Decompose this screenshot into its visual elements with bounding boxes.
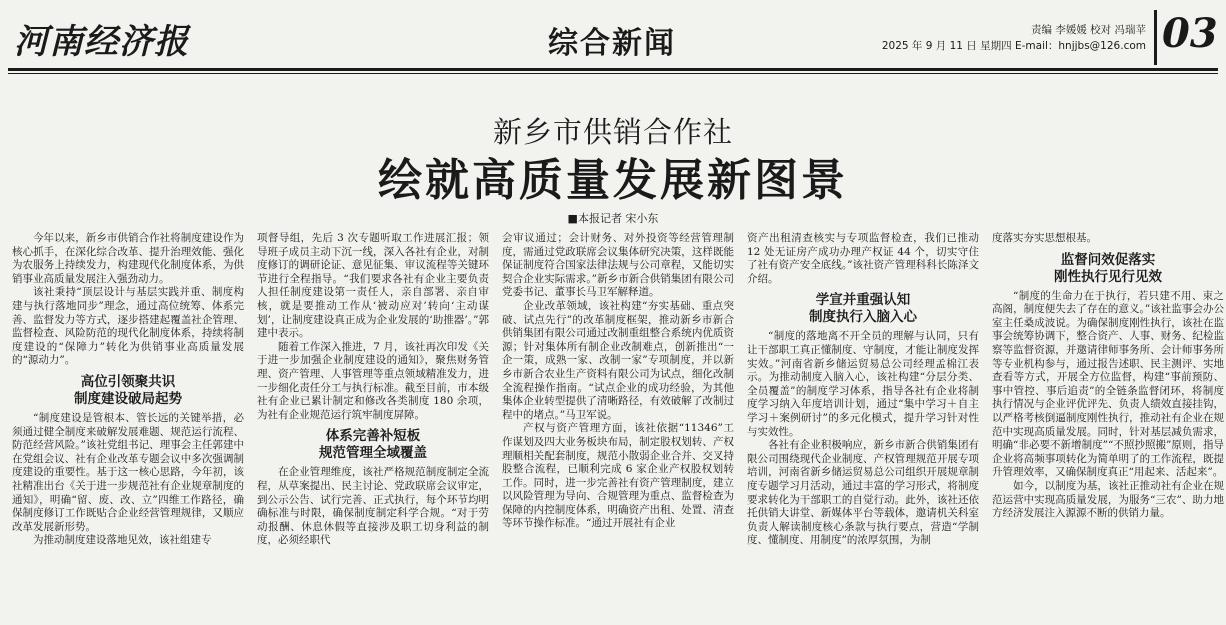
subheading-line: 学宣并重强认知 xyxy=(815,292,911,309)
article-headline: 绘就高质量发展新图景 xyxy=(378,155,848,206)
masthead xyxy=(0,0,1226,70)
paragraph: 为推动制度建设落地见效，该社组建专 xyxy=(33,534,212,547)
editors-line: 责编 李媛媛 校对 冯瑞苹 xyxy=(1030,24,1146,36)
article-kicker: 新乡市供销合作社 xyxy=(492,115,733,149)
issue-meta xyxy=(882,22,1146,54)
page-number: 03 xyxy=(1162,10,1218,57)
paragraph: “制度的生命力在于执行，若只建不用、束之高阁，制度便失去了存在的意义。”该社监事会办公室主任桑成波说。为确保制度刚性执行，该社在监事会统筹协调下，整合资产、人事、财务、纪检监察等监督资源，并邀请律师事务所、会计师事务所等专业机构参与，通过报告述职、民主测评、实地查看等方式，开展全方位监督，构建“事前预防、事中管控、事后追责”的全链条监督闭环，将制度执行情况与企业评优评先、负责人绩效直接挂钩，以严格考核倒逼制度刚性执行，推动社有企业在规范中实现高质量发展。同时，针对基层减负需求，明确“非必要不新增制度”“不照抄照搬”原则，指导企业将高频事项转化为简单明了的工作流程，既提升管理效率，又确保制度真正“用起来、活起来”。 xyxy=(992,289,1224,479)
paragraph: 会审议通过；会计财务、对外投资等经营管理制度，需通过党政联席会议集体研究决策，这样既能保证制度符合国家法律法规与公司章程，又能切实契合企业实际需求。”新乡市新合供销集团有限公司党委书记、董事长马卫军解释道。 xyxy=(502,232,734,299)
paragraph: 今年以来，新乡市供销合作社将制度建设作为核心抓手，在深化综合改革、提升治理效能、强化为农服务上持续发力，构建现代化制度体系，为供销事业高质量发展注入强劲动力。 xyxy=(12,232,244,285)
paragraph: 度落实夯实思想根基。 xyxy=(992,232,1097,244)
subheading-line: 体系完善补短板 xyxy=(325,428,421,445)
subheading xyxy=(12,374,244,408)
subheading xyxy=(257,428,489,462)
paragraph: 项督导组，先后 3 次专题听取工作进展汇报；领导班子成员主动下沉一线，深入各社有企业，对制度修订的调研论证、意见征集、审议流程等关键环节进行全程指导。“我们要求各社有企业主要负责人担任制度建设第一责任人，亲自部署、亲自审核，就是要推动工作从‘被动应对’转向‘主动谋划’，让制度建设真正成为企业发展的‘助推器’。”郭建中表示。 xyxy=(257,232,489,340)
article-column-4 xyxy=(747,232,979,622)
article-column-2 xyxy=(257,232,489,622)
paragraph: 如今，以制度为基，该社正推动社有企业在规范运营中实现高质量发展，为服务“三农”、助力地方经济发展注入源源不断的供销力量。 xyxy=(992,479,1224,520)
date-line[interactable]: 2025 年 9 月 11 日 星期四 E-mail：hnjjbs@126.com xyxy=(881,40,1146,52)
subheading-line: 制度建设破局起势 xyxy=(74,390,182,407)
paragraph: “制度建设是管根本、管长远的关键举措，必须通过健全制度来破解发展难题、规范运行流程、防范经营风险。”该社党组书记、理事会主任郭建中在党组会议、社有企业改革专题会议中多次强调制度建设的重要性。基于这一核心思路，今年初，该社精准出台《关于进一步规范社有企业规章制度的通知》，明确“留、废、改、立”四维工作路径，确保制度修订工作既贴合企业经营管理规律，又顺应改革发展新形势。 xyxy=(12,411,244,533)
newspaper-logo: 河南经济报 xyxy=(14,22,189,62)
paragraph: 资产出租清查核实与专项监督检查，我们已推动 12 处无证房产成功办理产权证 44 个，切实守住了社有资产安全底线。”该社资产管理科科长陈泽文介绍。 xyxy=(747,232,979,285)
article-byline: ■本报记者 宋小东 xyxy=(567,212,659,225)
paragraph: 产权与资产管理方面，该社依据“11346”工作谋划及四大业务板块布局，制定股权划转、产权理顺相关配套制度，规范小散弱企业合并、交叉持股整合流程，已顺利完成 6 家企业产权股权划转工作。同时，进一步完善社有资产管理制度，建立以风险管理为导向、合规管理为重点、监督检查为保障的内控制度体系，明确资产出租、处置、清查等环节操作标准。“通过开展社有企业 xyxy=(502,422,734,530)
subheading-line: 规范管理全域覆盖 xyxy=(319,445,427,462)
masthead-rule xyxy=(8,68,1218,71)
paragraph: 该社秉持“顶层设计与基层实践并重、制度构建与执行落地同步”理念，通过高位统筹、体系完善、监督发力等方式，逐步搭建起覆盖社企管理、监督检查、风险防范的现代化制度体系，持续将制度建设的“保障力”转化为供销事业高质量发展的“源动力”。 xyxy=(12,286,244,367)
article-column-1 xyxy=(12,232,244,622)
article-column-3 xyxy=(502,232,734,622)
section-title: 综合新闻 xyxy=(548,26,676,61)
paragraph: “制度的落地离不开全员的理解与认同，只有让干部职工真正懂制度、守制度，才能让制度发挥实效。”河南省新乡储运贸易总公司经理孟棉江表示。为推动制度入脑入心，该社构建“分层分类、全员覆盖”的制度学习体系，指导各社有企业将制度学习纳入年度培训计划，通过“集中学习＋自主学习＋案例研讨”的多元化模式，提升学习针对性与实效性。 xyxy=(747,330,979,438)
page-number-divider xyxy=(1154,10,1157,65)
subheading-line: 监督问效促落实 xyxy=(1060,251,1156,268)
article-column-5 xyxy=(992,232,1224,622)
paragraph: 随着工作深入推进，7 月，该社再次印发《关于进一步加强企业制度建设的通知》，聚焦财务管理、资产管理、人事管理等重点领域精准发力，进一步细化责任分工与执行标准。截至目前，市本级社有企业已累计制定和修改各类制度 180 余项，为社有企业规范运行筑牢制度屏障。 xyxy=(257,340,489,421)
subheading-line: 刚性执行见行见效 xyxy=(1054,268,1162,285)
subheading-line: 制度执行入脑入心 xyxy=(809,309,917,326)
subheading xyxy=(992,252,1224,286)
masthead-rule-thin xyxy=(8,73,1218,74)
paragraph: 企业改革领域，该社构建“夯实基础、重点突破、试点先行”的改革制度框架，推动新乡市新合供销集团有限公司通过改制重组整合系统内优质资源；针对集体所有制企业改制难点，创新推出“一企一策，成熟一家、改制一家”专项制度，并以新乡市新合农业生产资料有限公司为试点，细化改制全流程操作指南。“试点企业的成功经验，为其他集体企业转型提供了清晰路径，有效破解了改制过程中的堵点。”马卫军说。 xyxy=(502,299,734,421)
paragraph: 在企业管理维度，该社严格规范制度制定全流程，从草案提出、民主讨论、党政联席会议审定，到公示公告、试行完善、正式执行，每个环节均明确标准与时限，确保制度制定科学合规。“对于劳动报酬、休息休假等直接涉及职工切身利益的制度，必须经职代 xyxy=(257,466,489,547)
paragraph: 各社有企业积极响应，新乡市新合供销集团有限公司围绕现代企业制度、产权管理规范开展专项培训，河南省新乡储运贸易总公司组织开展规章制度专题学习月活动，通过丰富的学习形式，将制度要求转化为干部职工的自觉行动。此外，该社还依托供销大讲堂、新媒体平台等载体，邀请机关科室负责人解读制度核心条款与执行要点，营造“学制度、懂制度、用制度”的浓厚氛围，为制 xyxy=(747,439,979,547)
subheading xyxy=(747,292,979,326)
subheading-line: 高位引领聚共识 xyxy=(80,373,176,390)
